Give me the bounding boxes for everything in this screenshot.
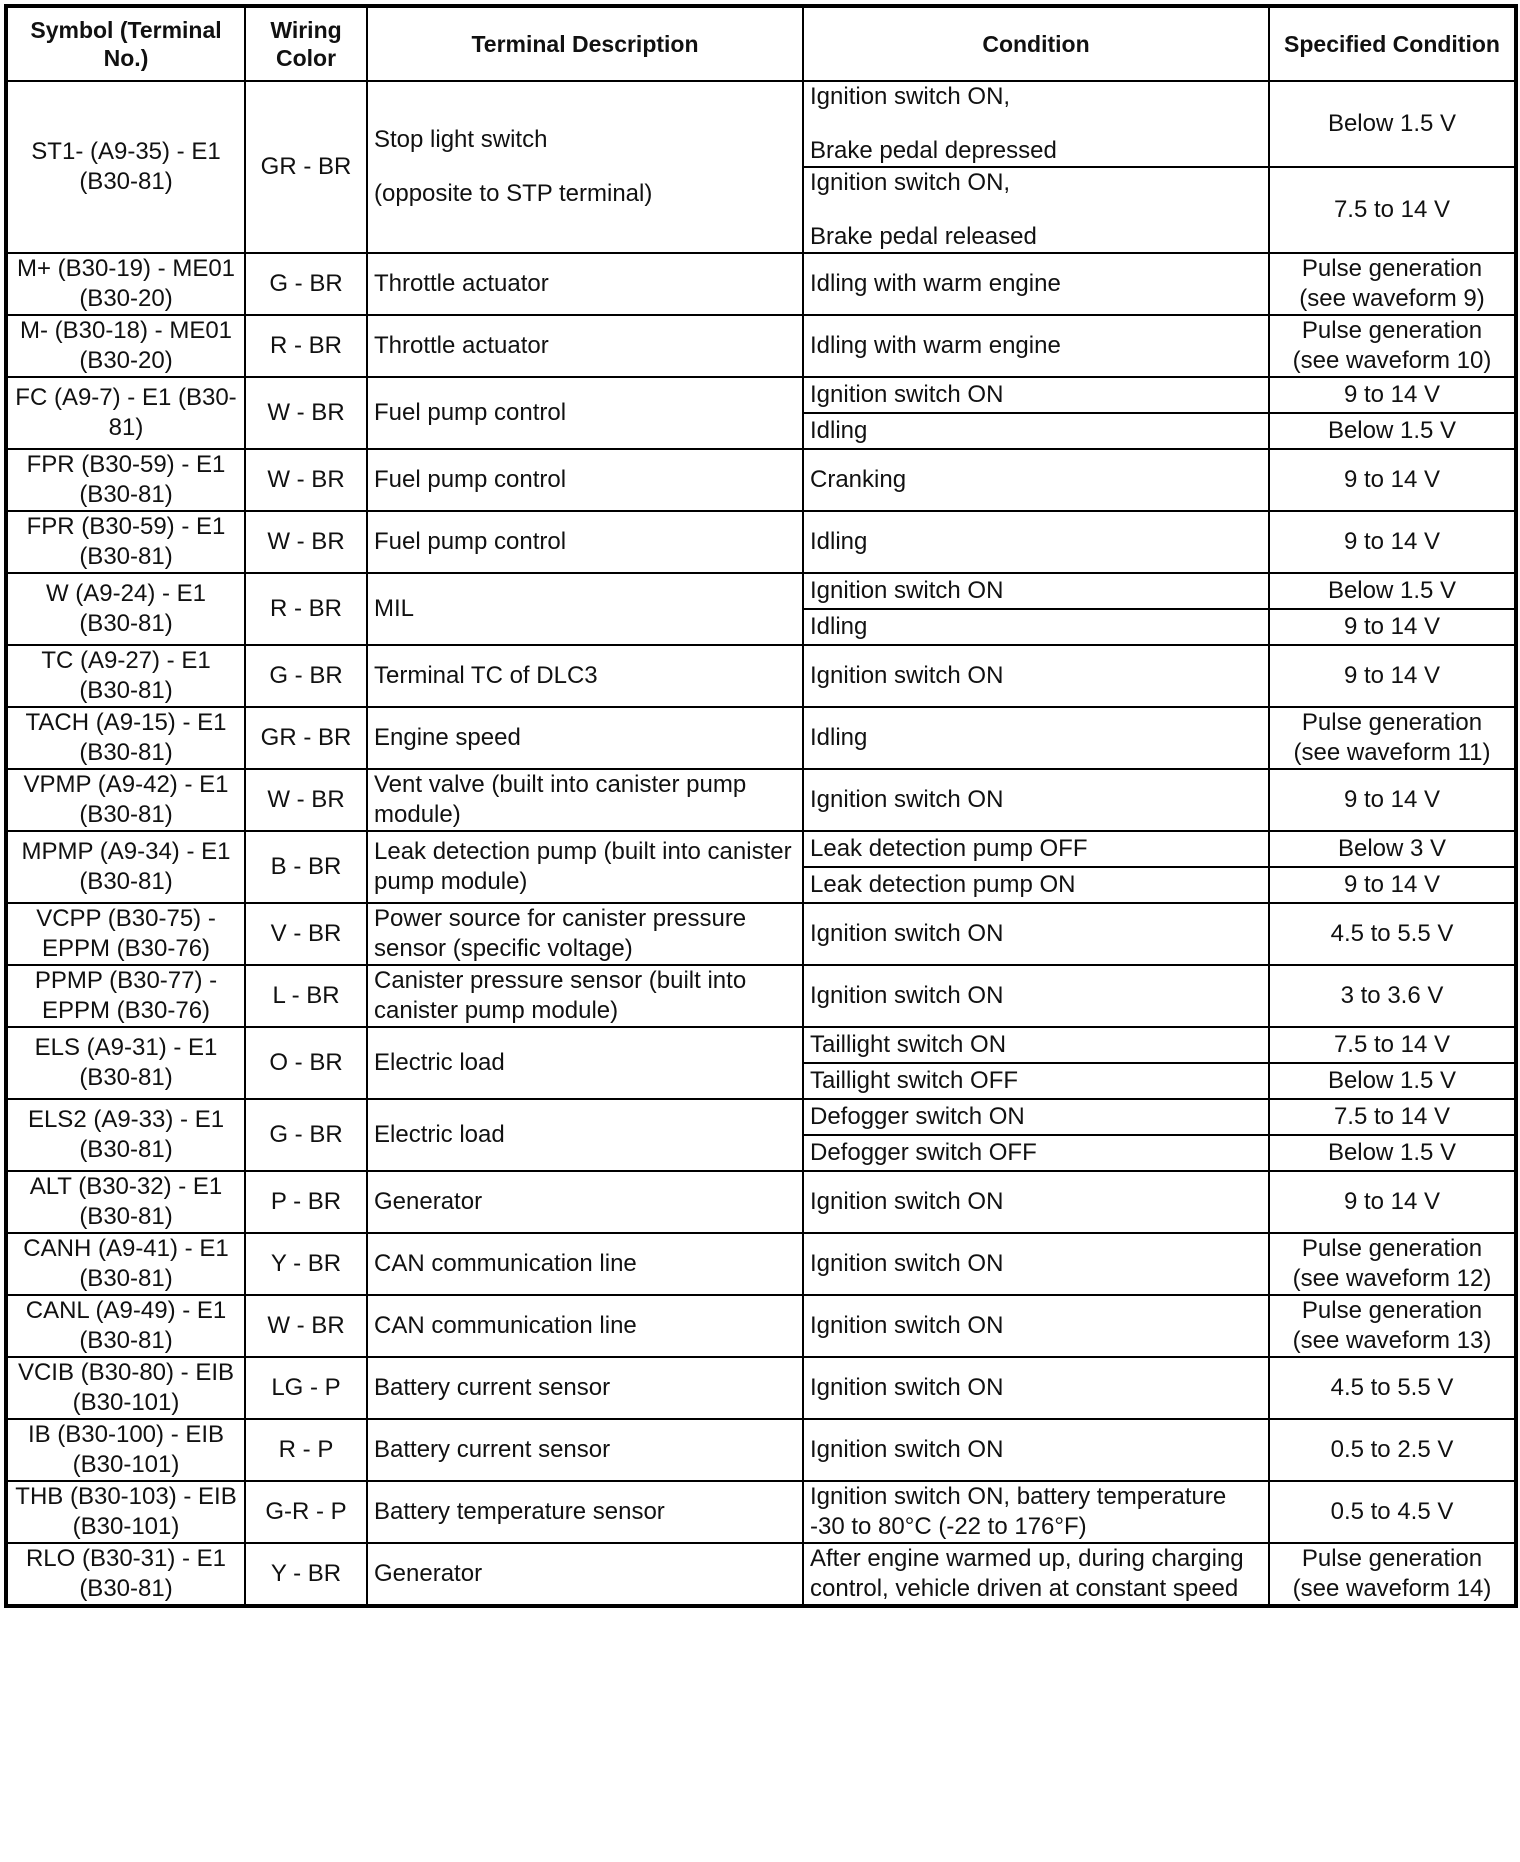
condition: Taillight switch ON [803, 1027, 1269, 1063]
condition [803, 81, 1269, 167]
terminal-symbol: VCIB (B30-80) - EIB (B30-101) [7, 1357, 245, 1419]
condition: Ignition switch ON, battery temperature -30 to 80°C (-22 to 176°F) [803, 1481, 1269, 1543]
table-row [7, 511, 1515, 573]
condition-line: Brake pedal released [810, 223, 1037, 250]
specified-condition: Pulse generation (see waveform 14) [1269, 1543, 1515, 1605]
table-row [7, 1357, 1515, 1419]
specified-condition: Pulse generation (see waveform 12) [1269, 1233, 1515, 1295]
condition [803, 167, 1269, 253]
terminal-description-line: (opposite to STP terminal) [374, 180, 653, 207]
table-row [7, 1171, 1515, 1233]
condition: Ignition switch ON [803, 903, 1269, 965]
table-row [7, 315, 1515, 377]
wiring-color: Y - BR [245, 1543, 367, 1605]
specified-condition: 9 to 14 V [1269, 1171, 1515, 1233]
wiring-color: GR - BR [245, 707, 367, 769]
wiring-color: LG - P [245, 1357, 367, 1419]
condition: After engine warmed up, during charging control, vehicle driven at constant speed [803, 1543, 1269, 1605]
table-row [7, 903, 1515, 965]
specified-condition: 0.5 to 2.5 V [1269, 1419, 1515, 1481]
table-row [7, 253, 1515, 315]
table-row [7, 769, 1515, 831]
terminal-description: Leak detection pump (built into canister pump module) [367, 831, 803, 903]
wiring-color: G - BR [245, 645, 367, 707]
table-row [7, 1481, 1515, 1543]
terminal-description: Electric load [367, 1099, 803, 1171]
table-header-row [7, 7, 1515, 81]
wiring-color: R - BR [245, 573, 367, 645]
terminal-description: CAN communication line [367, 1233, 803, 1295]
specified-condition: 9 to 14 V [1269, 769, 1515, 831]
wiring-color: B - BR [245, 831, 367, 903]
condition: Idling with warm engine [803, 253, 1269, 315]
condition: Ignition switch ON [803, 1295, 1269, 1357]
wiring-color: L - BR [245, 965, 367, 1027]
terminal-symbol: VCPP (B30-75) - EPPM (B30-76) [7, 903, 245, 965]
terminal-symbol: ST1- (A9-35) - E1 (B30-81) [7, 81, 245, 253]
terminal-symbol: RLO (B30-31) - E1 (B30-81) [7, 1543, 245, 1605]
terminal-description: Battery current sensor [367, 1357, 803, 1419]
specified-condition: 3 to 3.6 V [1269, 965, 1515, 1027]
specified-condition: Below 1.5 V [1269, 573, 1515, 609]
terminal-description: Throttle actuator [367, 315, 803, 377]
wiring-color: P - BR [245, 1171, 367, 1233]
terminal-symbol: M+ (B30-19) - ME01 (B30-20) [7, 253, 245, 315]
condition: Defogger switch OFF [803, 1135, 1269, 1171]
terminal-symbol: M- (B30-18) - ME01 (B30-20) [7, 315, 245, 377]
header-symbol: Symbol (Terminal No.) [7, 7, 245, 81]
wiring-color: Y - BR [245, 1233, 367, 1295]
specified-condition: Below 1.5 V [1269, 1135, 1515, 1171]
condition: Idling [803, 609, 1269, 645]
table-row [7, 1543, 1515, 1605]
specified-condition: 0.5 to 4.5 V [1269, 1481, 1515, 1543]
terminal-description: Electric load [367, 1027, 803, 1099]
table-row [7, 645, 1515, 707]
terminal-symbol: ALT (B30-32) - E1 (B30-81) [7, 1171, 245, 1233]
terminal-symbol: CANL (A9-49) - E1 (B30-81) [7, 1295, 245, 1357]
specified-condition: Pulse generation (see waveform 9) [1269, 253, 1515, 315]
header-terminal-description: Terminal Description [367, 7, 803, 81]
condition: Ignition switch ON [803, 1233, 1269, 1295]
terminal-description: Fuel pump control [367, 449, 803, 511]
wiring-color: G - BR [245, 253, 367, 315]
terminal-description: Canister pressure sensor (built into canister pump module) [367, 965, 803, 1027]
terminal-symbol: FC (A9-7) - E1 (B30-81) [7, 377, 245, 449]
terminal-symbol: CANH (A9-41) - E1 (B30-81) [7, 1233, 245, 1295]
specified-condition: 7.5 to 14 V [1269, 1027, 1515, 1063]
condition-line: Brake pedal depressed [810, 137, 1057, 164]
specified-condition: Below 1.5 V [1269, 81, 1515, 167]
condition: Taillight switch OFF [803, 1063, 1269, 1099]
terminal-symbol: TACH (A9-15) - E1 (B30-81) [7, 707, 245, 769]
specified-condition: Pulse generation (see waveform 13) [1269, 1295, 1515, 1357]
terminal-description: Fuel pump control [367, 377, 803, 449]
condition: Ignition switch ON [803, 1419, 1269, 1481]
wiring-color: G-R - P [245, 1481, 367, 1543]
table-row [7, 1419, 1515, 1481]
wiring-color: W - BR [245, 1295, 367, 1357]
terminal-description [367, 81, 803, 253]
specified-condition: 9 to 14 V [1269, 645, 1515, 707]
terminal-symbol: W (A9-24) - E1 (B30-81) [7, 573, 245, 645]
specified-condition: 9 to 14 V [1269, 377, 1515, 413]
wiring-color: GR - BR [245, 81, 367, 253]
header-specified-condition: Specified Condition [1269, 7, 1515, 81]
terminal-symbol: FPR (B30-59) - E1 (B30-81) [7, 449, 245, 511]
specified-condition: 9 to 14 V [1269, 511, 1515, 573]
terminal-symbol: PPMP (B30-77) - EPPM (B30-76) [7, 965, 245, 1027]
wiring-color: O - BR [245, 1027, 367, 1099]
terminal-symbol: IB (B30-100) - EIB (B30-101) [7, 1419, 245, 1481]
terminal-spec-document [6, 6, 1514, 1606]
header-condition: Condition [803, 7, 1269, 81]
terminal-description: Battery temperature sensor [367, 1481, 803, 1543]
condition: Cranking [803, 449, 1269, 511]
condition: Ignition switch ON [803, 573, 1269, 609]
specified-condition: 4.5 to 5.5 V [1269, 1357, 1515, 1419]
condition: Ignition switch ON [803, 1357, 1269, 1419]
terminal-description: CAN communication line [367, 1295, 803, 1357]
wiring-color: W - BR [245, 769, 367, 831]
terminal-symbol: TC (A9-27) - E1 (B30-81) [7, 645, 245, 707]
specified-condition: 9 to 14 V [1269, 449, 1515, 511]
terminal-symbol: FPR (B30-59) - E1 (B30-81) [7, 511, 245, 573]
terminal-symbol: ELS2 (A9-33) - E1 (B30-81) [7, 1099, 245, 1171]
specified-condition: Below 1.5 V [1269, 1063, 1515, 1099]
condition: Idling [803, 707, 1269, 769]
wiring-color: W - BR [245, 449, 367, 511]
terminal-description: Terminal TC of DLC3 [367, 645, 803, 707]
condition: Ignition switch ON [803, 377, 1269, 413]
condition: Ignition switch ON [803, 1171, 1269, 1233]
condition: Idling [803, 413, 1269, 449]
condition: Leak detection pump OFF [803, 831, 1269, 867]
condition-line: Ignition switch ON, [810, 83, 1011, 110]
table-row [7, 831, 1515, 867]
condition: Leak detection pump ON [803, 867, 1269, 903]
terminal-description: Battery current sensor [367, 1419, 803, 1481]
table-row [7, 449, 1515, 511]
wiring-color: W - BR [245, 377, 367, 449]
table-row [7, 377, 1515, 413]
specified-condition: 7.5 to 14 V [1269, 167, 1515, 253]
terminal-symbol: VPMP (A9-42) - E1 (B30-81) [7, 769, 245, 831]
terminal-description: Engine speed [367, 707, 803, 769]
condition: Idling with warm engine [803, 315, 1269, 377]
condition: Idling [803, 511, 1269, 573]
terminal-symbol: THB (B30-103) - EIB (B30-101) [7, 1481, 245, 1543]
specified-condition: 9 to 14 V [1269, 609, 1515, 645]
table-row [7, 1027, 1515, 1063]
specified-condition: 4.5 to 5.5 V [1269, 903, 1515, 965]
table-row [7, 707, 1515, 769]
wiring-color: R - P [245, 1419, 367, 1481]
terminal-spec-table [6, 6, 1516, 1606]
condition: Ignition switch ON [803, 769, 1269, 831]
wiring-color: W - BR [245, 511, 367, 573]
wiring-color: G - BR [245, 1099, 367, 1171]
table-row [7, 81, 1515, 167]
terminal-description: MIL [367, 573, 803, 645]
table-row [7, 965, 1515, 1027]
condition: Ignition switch ON [803, 965, 1269, 1027]
terminal-description: Fuel pump control [367, 511, 803, 573]
wiring-color: V - BR [245, 903, 367, 965]
terminal-description: Power source for canister pressure sensor (specific voltage) [367, 903, 803, 965]
condition: Ignition switch ON [803, 645, 1269, 707]
table-row [7, 1295, 1515, 1357]
terminal-description: Vent valve (built into canister pump module) [367, 769, 803, 831]
specified-condition: Pulse generation (see waveform 11) [1269, 707, 1515, 769]
table-body [7, 81, 1515, 1605]
table-row [7, 573, 1515, 609]
specified-condition: Pulse generation (see waveform 10) [1269, 315, 1515, 377]
table-row [7, 1099, 1515, 1135]
specified-condition: 9 to 14 V [1269, 867, 1515, 903]
specified-condition: Below 3 V [1269, 831, 1515, 867]
table-row [7, 1233, 1515, 1295]
terminal-description: Throttle actuator [367, 253, 803, 315]
condition: Defogger switch ON [803, 1099, 1269, 1135]
terminal-description: Generator [367, 1171, 803, 1233]
wiring-color: R - BR [245, 315, 367, 377]
specified-condition: 7.5 to 14 V [1269, 1099, 1515, 1135]
header-wiring-color: Wiring Color [245, 7, 367, 81]
terminal-symbol: ELS (A9-31) - E1 (B30-81) [7, 1027, 245, 1099]
specified-condition: Below 1.5 V [1269, 413, 1515, 449]
condition-line: Ignition switch ON, [810, 169, 1011, 196]
terminal-symbol: MPMP (A9-34) - E1 (B30-81) [7, 831, 245, 903]
terminal-description-line: Stop light switch [374, 126, 548, 153]
terminal-description: Generator [367, 1543, 803, 1605]
